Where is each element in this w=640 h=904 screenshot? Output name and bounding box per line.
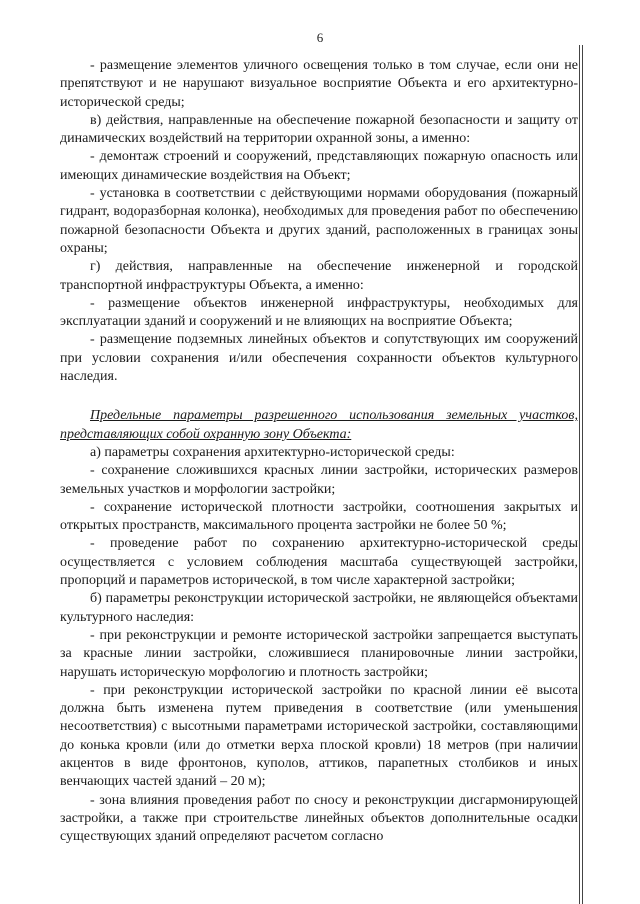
paragraph: - размещение объектов инженерной инфраструктуры, необходимых для эксплуатации зданий и сооружений и не влияющих на восприятие Объекта; <box>60 295 578 330</box>
paragraph: - демонтаж строений и сооружений, представляющих пожарную опасность или имеющих динамические воздействия на Объект; <box>60 149 578 183</box>
section-heading: Предельные параметры разрешенного использования земельных участков, представляющих собой охранную зону Объекта: <box>60 408 578 442</box>
paragraph: - размещение элементов уличного освещения только в том случае, если они не препятствуют и не нарушают визуальное восприятие Объекта и его архитектурно-исторической среды; <box>60 58 578 110</box>
paragraph: - сохранение исторической плотности застройки, соотношения закрытых и открытых пространств, максимального процента застройки не более 50 %; <box>60 499 578 534</box>
paragraph: а) параметры сохранения архитектурно-исторической среды: <box>90 444 455 460</box>
margin-border-line <box>579 45 580 904</box>
paragraph: - проведение работ по сохранению архитектурно-исторической среды осуществляется с условием соблюдения масштаба существующей застройки, пропорций и параметров исторической, в том числе характерной застройки; <box>60 536 578 589</box>
paragraph: - установка в соответствии с действующими нормами оборудования (пожарный гидрант, водоразборная колонка), необходимых для проведения работ по обеспечению пожарной безопасности Объекта и других зданий, расположенных в границах зоны охраны; <box>60 186 578 256</box>
paragraph: - размещение подземных линейных объектов и сопутствующих им сооружений при условии сохранения и/или обеспечения сохранности объектов культурного наследия. <box>60 332 578 385</box>
paragraph: - при реконструкции и ремонте исторической застройки запрещается выступать за красные линии застройки, сложившиеся планировочные линии застройки, нарушать историческую морфологию и плотность застройки; <box>60 627 578 680</box>
paragraph: - зона влияния проведения работ по сносу и реконструкции дисгармонирующей застройки, а также при строительстве линейных объектов дополнительные осадки существующих зданий определяют расчетом согласно <box>60 792 578 845</box>
margin-border-line-inner <box>582 45 583 904</box>
paragraph: - сохранение сложившихся красных линии застройки, исторических размеров земельных участков и морфологии застройки; <box>60 463 578 497</box>
paragraph: б) параметры реконструкции исторической застройки, не являющейся объектами культурного наследия: <box>60 591 578 625</box>
paragraph: г) действия, направленные на обеспечение инженерной и городской транспортной инфраструктуры Объекта, а именно: <box>60 259 578 293</box>
paragraph: - при реконструкции исторической застройки по красной линии её высота должна быть изменена путем приведения в соответствие (или уменьшения несоответствия) с высотными параметрами исторической застройки, составляющими до конька кровли (или до отметки верха плоской кровли) 18 метров (при наличии акцентов в виде фронтонов, куполов, аттиков, парапетных столбиков и иных венчающих частей зданий – 20 м); <box>60 682 578 790</box>
paragraph: в) действия, направленные на обеспечение пожарной безопасности и защиту от динамических воздействий на территории охранной зоны, а именно: <box>60 112 578 147</box>
document-body <box>60 57 578 846</box>
section-spacer <box>60 386 578 407</box>
page-number: 6 <box>316 30 324 45</box>
